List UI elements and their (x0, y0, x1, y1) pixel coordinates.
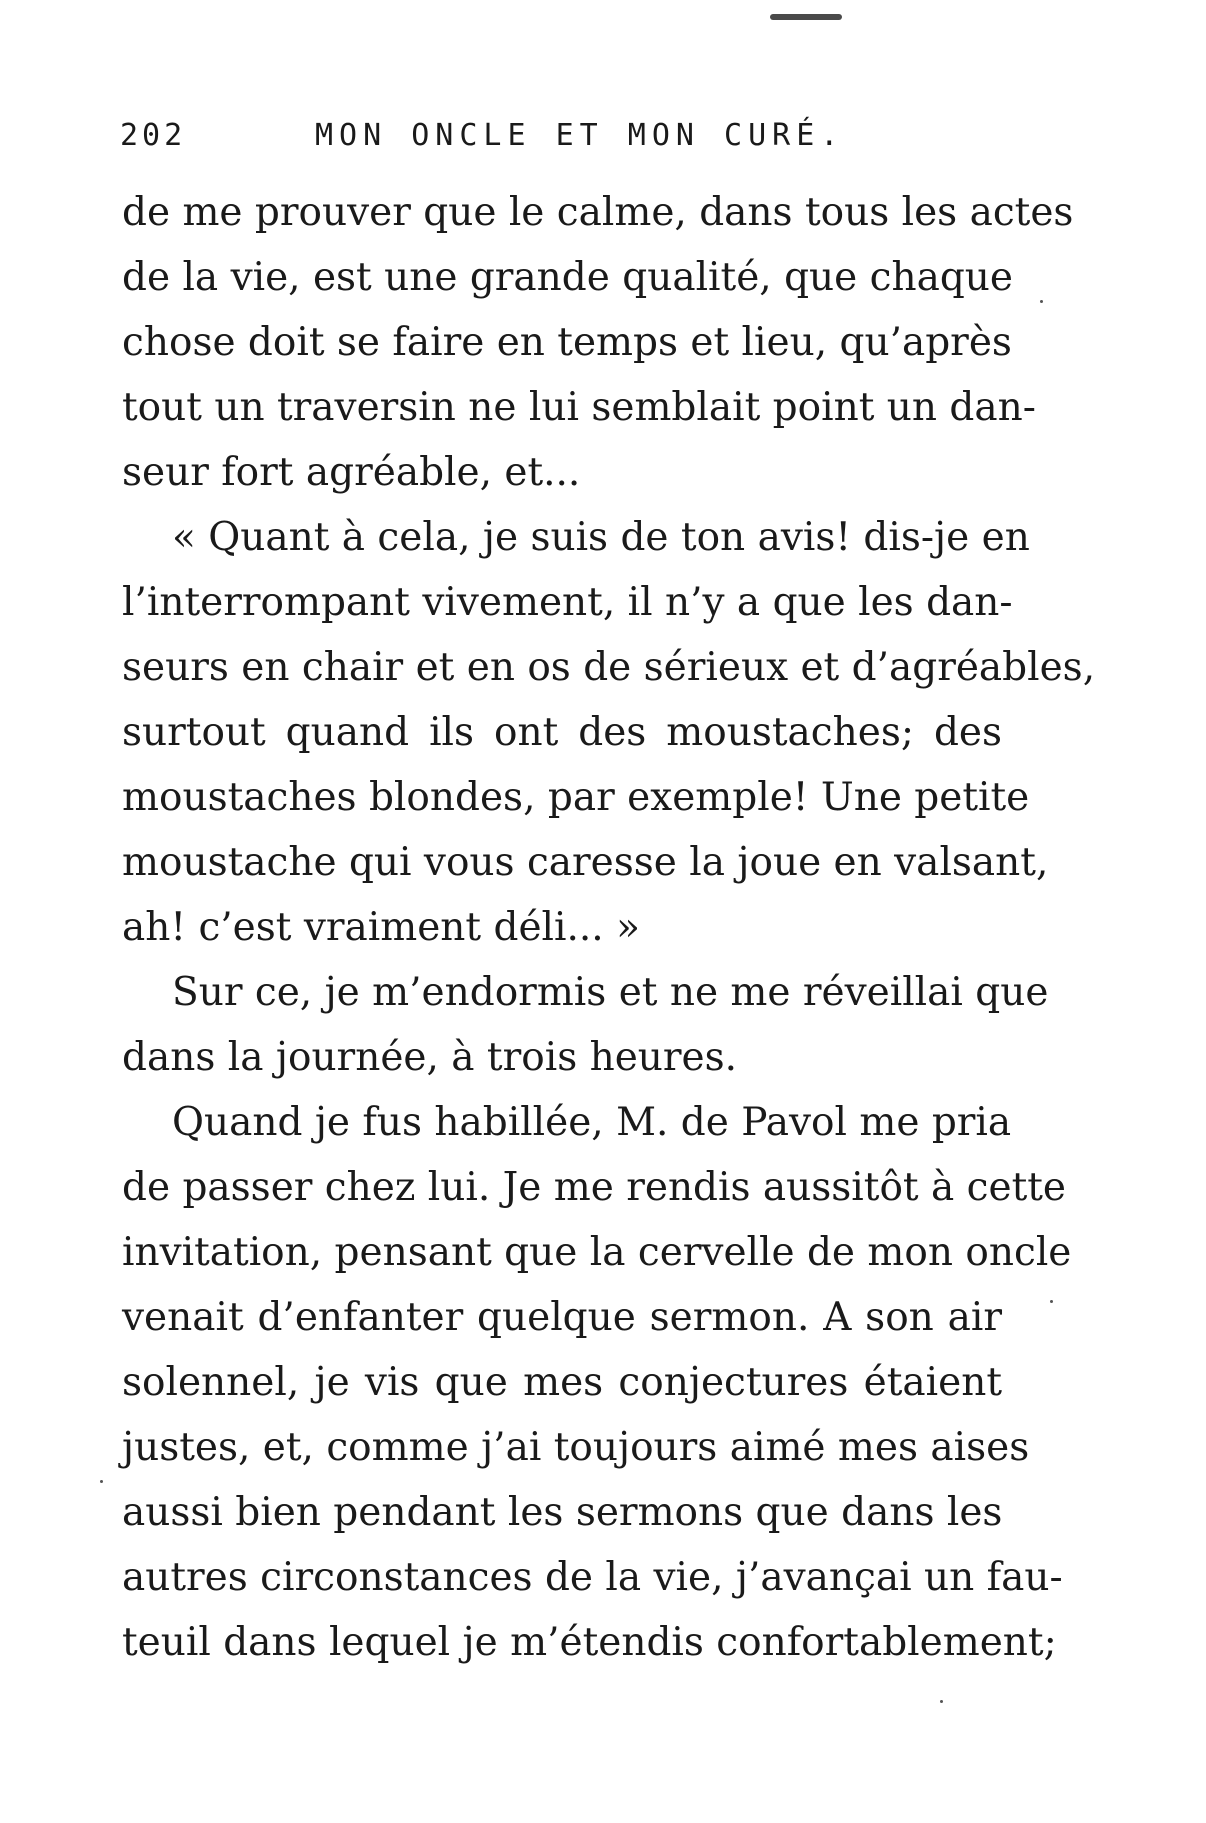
text-line: « Quant à cela, je suis de ton avis! dis-je en (172, 515, 1030, 560)
paper-speck (1050, 1300, 1053, 1303)
text-line: Quand je fus habillée, M. de Pavol me pria (172, 1100, 1012, 1145)
text-line: solennel, je vis que mes conjectures étaient (122, 1360, 1002, 1405)
text-line: aussi bien pendant les sermons que dans les (122, 1490, 1003, 1535)
ink-mark (770, 14, 842, 20)
body-text (122, 180, 1096, 1675)
text-line: moustache qui vous caresse la joue en valsant, (122, 840, 1049, 885)
page-number: 202 (120, 118, 187, 153)
text-line: invitation, pensant que la cervelle de mon oncle (122, 1230, 1072, 1275)
text-line: Sur ce, je m’endormis et ne me réveillai que (172, 970, 1049, 1015)
text-line: autres circonstances de la vie, j’avançai un fau- (122, 1555, 1063, 1600)
text-line: ah! c’est vraiment déli... » (122, 905, 640, 950)
text-line: moustaches blondes, par exemple! Une petite (122, 775, 1030, 820)
paper-speck (1040, 300, 1043, 303)
text-line: seur fort agréable, et... (122, 450, 581, 495)
paper-speck (100, 1480, 103, 1483)
text-line: l’interrompant vivement, il n’y a que les dan- (122, 580, 1013, 625)
text-line: justes, et, comme j’ai toujours aimé mes aises (122, 1425, 1030, 1470)
text-line: surtout quand ils ont des moustaches; des (122, 710, 1002, 755)
paper-speck (940, 1700, 943, 1703)
text-line: dans la journée, à trois heures. (122, 1035, 738, 1080)
text-line: venait d’enfanter quelque sermon. A son air (122, 1295, 1002, 1340)
running-title: MON ONCLE ET MON CURÉ. (315, 118, 845, 153)
text-line: chose doit se faire en temps et lieu, qu’après (122, 320, 1012, 365)
text-line: seurs en chair et en os de sérieux et d’agréables, (122, 645, 1096, 690)
page-header (120, 118, 1020, 158)
text-line: tout un traversin ne lui semblait point un dan- (122, 385, 1036, 430)
text-line: de passer chez lui. Je me rendis aussitôt à cette (122, 1165, 1066, 1210)
text-line: de la vie, est une grande qualité, que chaque (122, 255, 1014, 300)
text-line: de me prouver que le calme, dans tous les actes (122, 190, 1074, 235)
text-line: teuil dans lequel je m’étendis confortablement; (122, 1620, 1057, 1665)
